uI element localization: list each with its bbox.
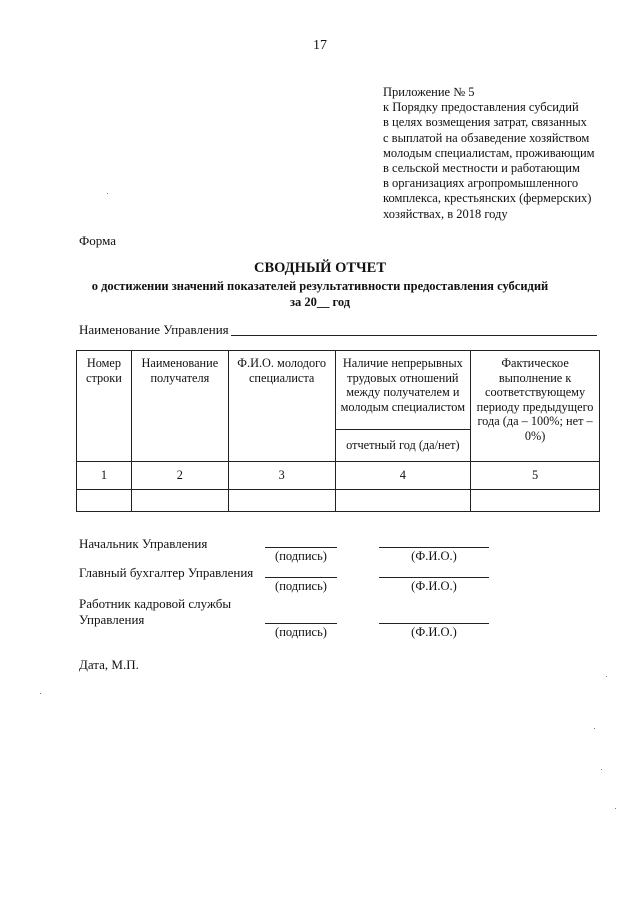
department-label: Наименование Управления [79, 322, 229, 337]
header-recipient-name: Наименование получателя [131, 351, 228, 462]
date-stamp-label: Дата, М.П. [79, 657, 139, 672]
table-header-row [77, 351, 600, 430]
document-subtitle: о достижении значений показателей результативности предоставления субсидий [91, 279, 549, 293]
header-row-number: Номер строки [77, 351, 132, 462]
header-specialist-name: Ф.И.О. молодого специалиста [228, 351, 335, 462]
name-caption: (Ф.И.О.) [411, 549, 457, 563]
column-number-row [77, 462, 600, 490]
report-year: за 20__ год [289, 295, 351, 309]
signature-caption: (подпись) [275, 579, 327, 593]
column-number: 1 [77, 462, 132, 490]
department-input-line[interactable] [231, 335, 597, 336]
subheader-reporting-year: отчетный год (да/нет) [335, 430, 471, 462]
name-line[interactable] [379, 577, 489, 578]
column-number: 5 [471, 462, 600, 490]
appendix-line: в целях возмещения затрат, связанных [383, 115, 587, 130]
signature-line[interactable] [265, 577, 337, 578]
scan-speck [107, 193, 108, 194]
appendix-line: в организациях агропромышленного [383, 176, 579, 191]
signature-caption: (подпись) [275, 549, 327, 563]
name-caption: (Ф.И.О.) [411, 625, 457, 639]
table-cell[interactable] [131, 489, 228, 511]
scan-speck [606, 676, 607, 677]
appendix-line: с выплатой на обзаведение хозяйством [383, 130, 590, 145]
appendix-line: хозяйствах, в 2018 году [383, 206, 508, 221]
name-line[interactable] [379, 623, 489, 624]
scan-speck [601, 769, 602, 770]
header-employment-relations: Наличие непрерывных трудовых отношений между получателем и молодым специалистом [335, 351, 471, 430]
table-cell[interactable] [77, 489, 132, 511]
appendix-block [383, 85, 595, 222]
table-row [77, 489, 600, 511]
appendix-line: Приложение № 5 [383, 85, 475, 99]
signature-line[interactable] [265, 623, 337, 624]
name-line[interactable] [379, 547, 489, 548]
header-actual-fulfillment: Фактическое выполнение к соответствующему периоду предыдущего года (да – 100%; нет – 0%) [471, 351, 600, 462]
table-cell[interactable] [335, 489, 471, 511]
page-number: 17 [313, 38, 327, 53]
appendix-line: к Порядку предоставления субсидий [383, 100, 579, 115]
appendix-line: молодым специалистам, проживающим [383, 145, 595, 160]
signature-role: Работник кадровой службы Управления [79, 596, 232, 627]
appendix-line: комплекса, крестьянских (фермерских) [383, 191, 592, 206]
appendix-line: в сельской местности и работающим [383, 161, 580, 176]
document-title: СВОДНЫЙ ОТЧЕТ [253, 260, 387, 276]
column-number: 3 [228, 462, 335, 490]
column-number: 4 [335, 462, 471, 490]
table-cell[interactable] [228, 489, 335, 511]
signature-line[interactable] [265, 547, 337, 548]
name-caption: (Ф.И.О.) [411, 579, 457, 593]
form-label: Форма [79, 233, 116, 248]
report-table [76, 350, 600, 512]
scan-speck [40, 693, 41, 694]
scan-speck [615, 808, 616, 809]
table-cell[interactable] [471, 489, 600, 511]
signature-caption: (подпись) [275, 625, 327, 639]
scan-speck [594, 728, 595, 729]
column-number: 2 [131, 462, 228, 490]
signature-role: Начальник Управления [79, 536, 208, 551]
signature-role: Главный бухгалтер Управления [79, 565, 254, 580]
